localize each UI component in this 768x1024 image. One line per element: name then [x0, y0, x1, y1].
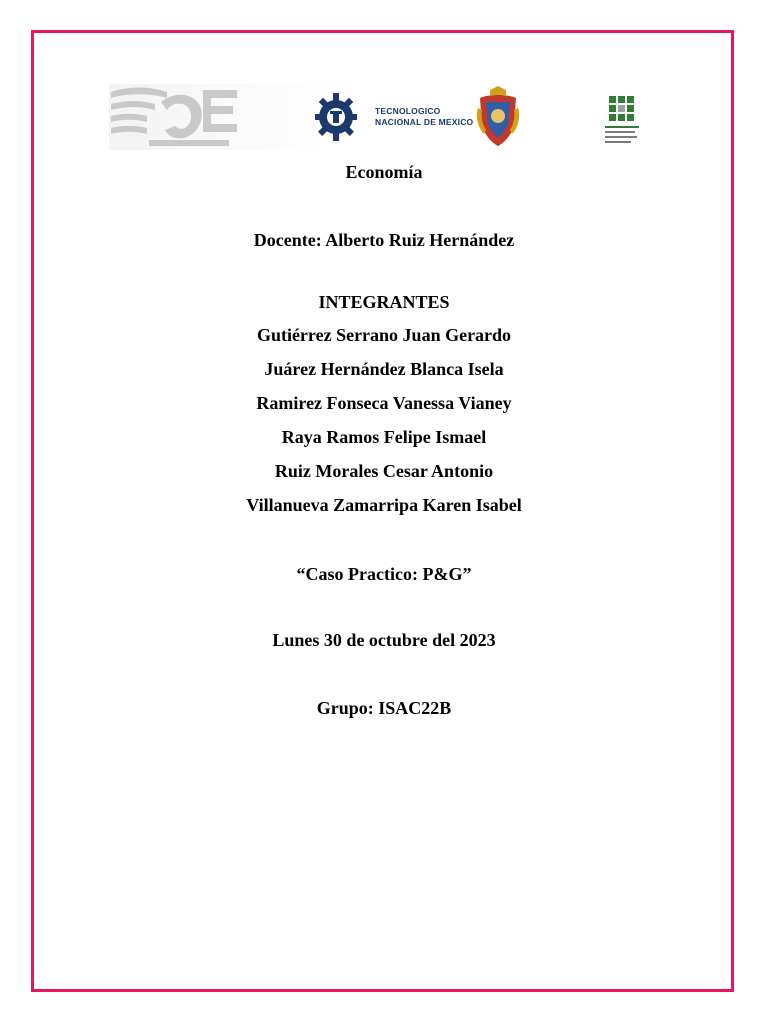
gear-cog-logo	[313, 87, 359, 147]
logo-banner	[109, 84, 658, 150]
aztec-head-watermark-logo	[109, 84, 241, 150]
member-item: Ruiz Morales Cesar Antonio	[274, 461, 494, 481]
member-item: Villanueva Zamarripa Karen Isabel	[246, 495, 522, 515]
group-line: Grupo: ISAC22B	[316, 698, 452, 718]
case-title: “Caso Practico: P&G”	[296, 564, 472, 584]
state-coat-of-arms-logo	[476, 86, 520, 148]
member-item: Juárez Hernández Blanca Isela	[264, 359, 504, 379]
tecnm-line2: NACIONAL DE MEXICO	[375, 117, 474, 127]
teacher-line: Docente: Alberto Ruiz Hernández	[253, 230, 515, 250]
date-line: Lunes 30 de octubre del 2023	[272, 630, 496, 650]
member-item: Gutiérrez Serrano Juan Gerardo	[256, 325, 512, 345]
member-item: Raya Ramos Felipe Ismael	[281, 427, 487, 447]
tecnm-line1: TECNOLOGICO	[375, 106, 441, 116]
members-heading: INTEGRANTES	[318, 292, 450, 312]
instituto-superior-irapuato-logo	[603, 92, 643, 146]
tecnm-wordmark	[375, 106, 473, 128]
subject-title: Economía	[345, 162, 423, 182]
member-item: Ramirez Fonseca Vanessa Vianey	[256, 393, 512, 413]
